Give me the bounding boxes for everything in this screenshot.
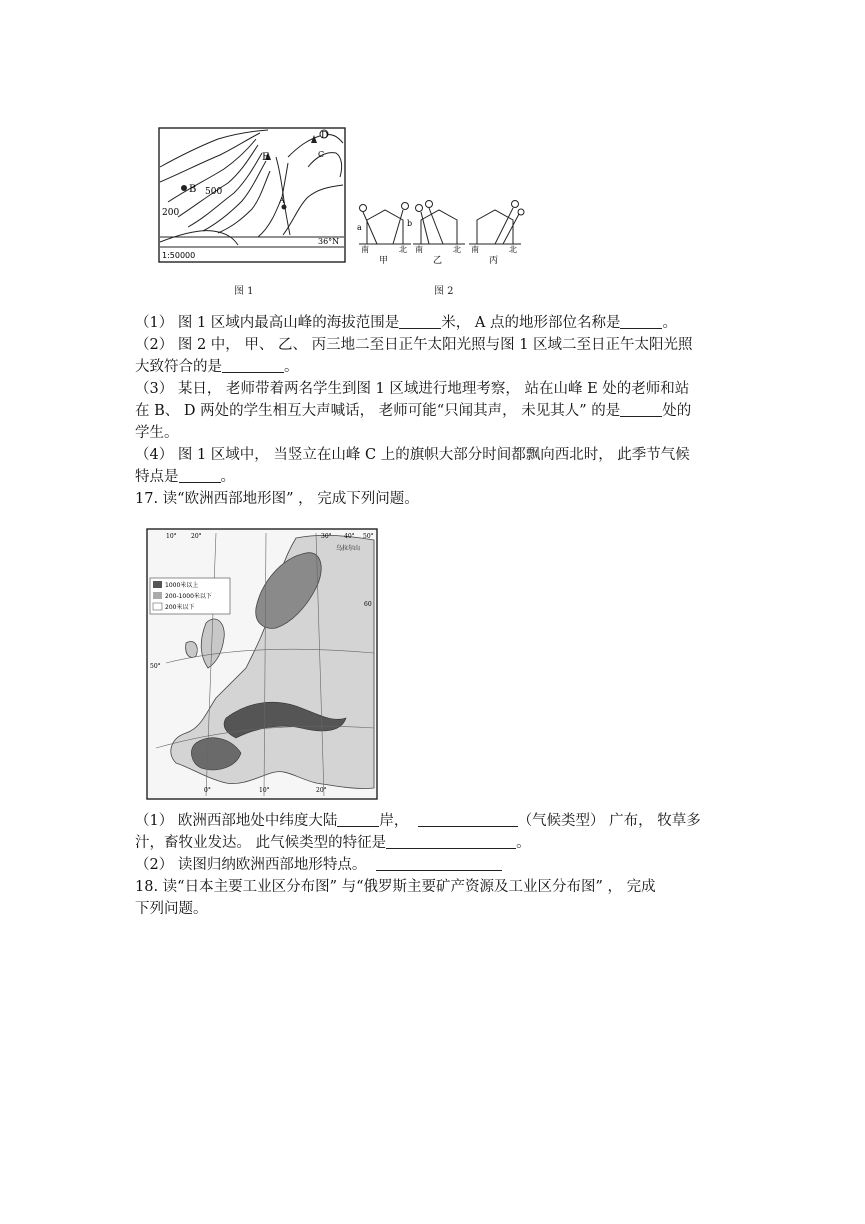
q17-title: 17. 读“欧洲西部地形图” ， 完成下列问题。 [135, 491, 419, 507]
coord-label: 50° [150, 663, 161, 670]
answer-blank[interactable] [386, 833, 516, 849]
house-2-north: 北 [453, 245, 461, 254]
sun-angle-figure-2 [355, 200, 530, 268]
coord-label: 10° [259, 787, 270, 794]
answer-blank[interactable] [179, 467, 221, 483]
figure-1-caption: 图 1 [234, 286, 254, 297]
house-3-label: 丙 [489, 256, 499, 266]
q17-block [135, 810, 735, 920]
legend-mid: 200-1000米以下 [165, 593, 212, 600]
ray-a-label: a [357, 223, 362, 232]
house-2-label: 乙 [433, 256, 443, 266]
coord-label: 20° [191, 533, 202, 540]
legend-high: 1000米以上 [165, 582, 199, 589]
house-3-south: 南 [471, 245, 479, 254]
latitude-label: 36°N [318, 237, 340, 246]
house-3-north: 北 [509, 245, 517, 254]
point-c-label: C [318, 150, 325, 159]
coord-label: 50° [363, 533, 374, 540]
coord-label: 60 [364, 601, 372, 608]
coord-label: 30° [321, 533, 332, 540]
answer-blank[interactable] [376, 855, 502, 871]
answer-blank[interactable] [620, 401, 662, 417]
q16-block [135, 312, 735, 510]
contour-200-label: 200 [162, 208, 180, 218]
contour-map-figure-1 [158, 127, 346, 263]
answer-blank[interactable] [418, 811, 518, 827]
western-europe-terrain-map [146, 528, 378, 800]
q16-part-1: （1） 图 1 区域内最高山峰的海拔范围是 米， A 点的地形部位名称是 。 [135, 315, 677, 331]
point-e-label: E [262, 152, 270, 163]
q16-part-3: （3） 某日， 老师带着两名学生到图 1 区域进行地理考察， 站在山峰 E 处的老师和站 在 B、 D 两处的学生相互大声喊话， 老师可能“只闻其声， 未见其人” 的是 处的 学生。 [135, 381, 692, 441]
point-d-label: D [321, 131, 329, 141]
coord-label: 20° [316, 787, 327, 794]
answer-blank[interactable] [337, 811, 379, 827]
point-b-label: B [189, 184, 197, 195]
q17-part-2: （2） 读图归纳欧洲西部地形特点。 [135, 854, 735, 876]
legend-low: 200米以下 [165, 604, 195, 611]
house-2-south: 南 [415, 245, 423, 254]
coord-label: 0° [204, 787, 211, 794]
q17-part-1: （1） 欧洲西部地处中纬度大陆 岸， （气候类型） 广布， 牧草多 汁，畜牧业发达。 此气候类型的特征是 。 [135, 813, 701, 851]
scale-label: 1:50000 [162, 251, 196, 260]
q16-part-4: （4） 图 1 区域中， 当竖立在山峰 C 上的旗帜大部分时间都飘向西北时， 此季节气候 特点是 。 [135, 447, 690, 485]
coord-label: 40° [344, 533, 355, 540]
ray-b-label: b [407, 219, 413, 228]
house-1-south: 南 [361, 245, 369, 254]
ural-mountains-label: 乌拉尔山 [336, 545, 361, 552]
point-a-label: A [279, 196, 285, 205]
house-1-north: 北 [399, 245, 407, 254]
contour-500-label: 500 [205, 187, 223, 197]
q16-part-2: （2） 图 2 中， 甲、 乙、 丙三地二至日正午太阳光照与图 1 区域二至日正午太阳光照 大致符合的是 。 [135, 337, 693, 375]
q18-line-1: 18. 读“日本主要工业区分布图” 与“俄罗斯主要矿产资源及工业区分布图” ， 完成 [135, 879, 656, 895]
house-1-label: 甲 [379, 256, 389, 266]
figure-2-caption: 图 2 [434, 286, 454, 297]
answer-blank[interactable] [399, 313, 441, 329]
answer-blank[interactable] [222, 357, 284, 373]
answer-blank[interactable] [620, 313, 662, 329]
coord-label: 10° [166, 533, 177, 540]
q18-line-2: 下列问题。 [135, 901, 208, 917]
